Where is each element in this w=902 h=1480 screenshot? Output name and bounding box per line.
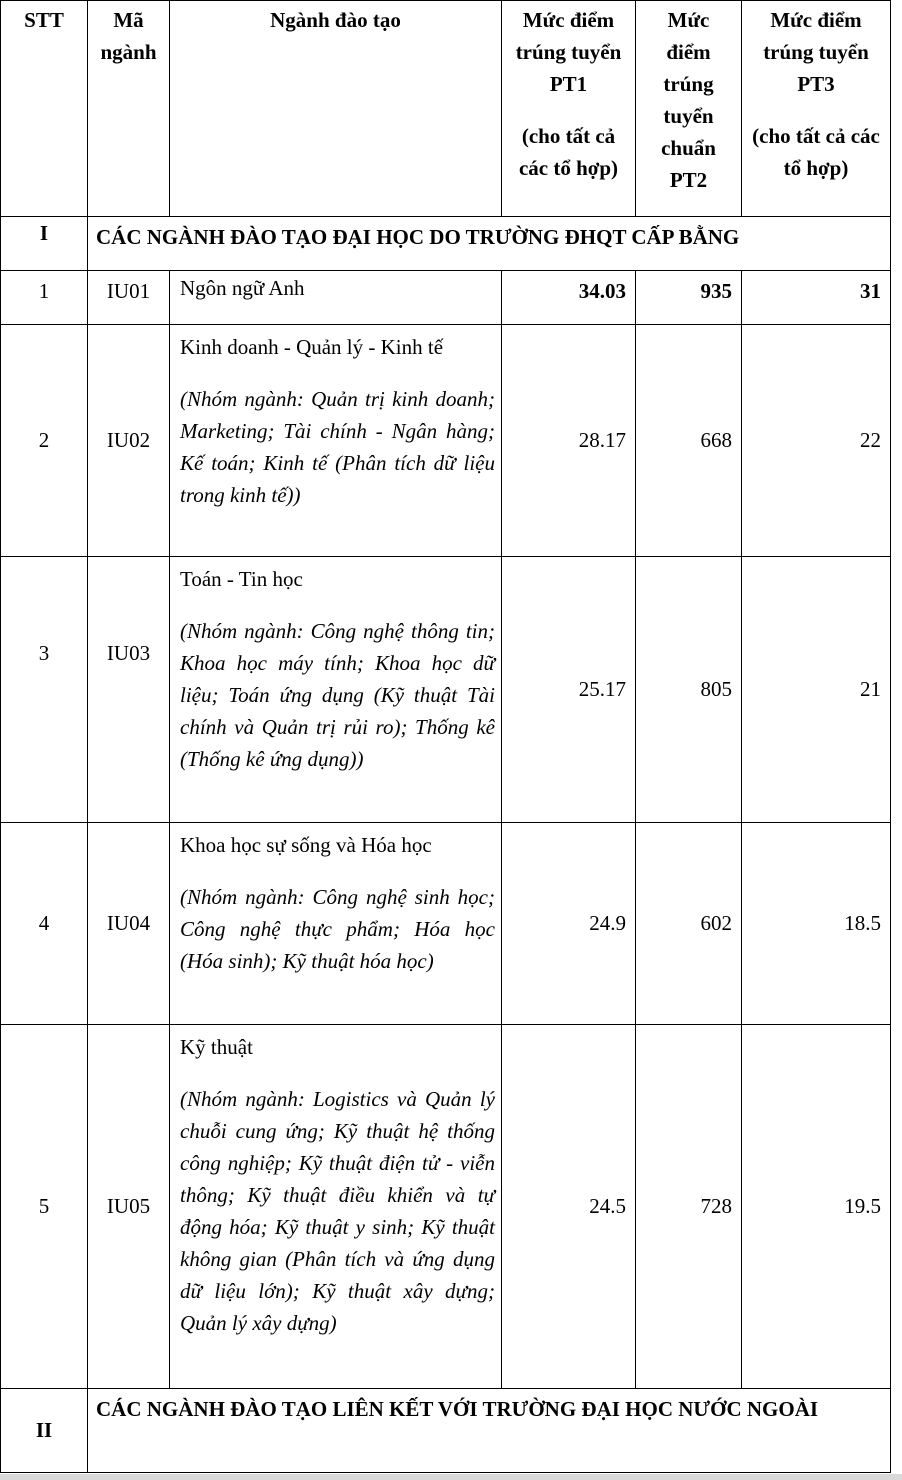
row-3-pt3: 21 <box>742 557 891 823</box>
row-1-program-name: Ngôn ngữ Anh <box>180 276 305 300</box>
row-3-program-desc: (Nhóm ngành: Công nghệ thông tin; Khoa học máy tính; Khoa học dữ liệu; Toán ứng dụng (Kỹ thuật Tài chính và Quản trị rủi ro); Thống kê (Thống kê ứng dụng)) <box>180 619 495 771</box>
row-2-program-name: Kinh doanh - Quản lý - Kinh tế <box>180 335 444 359</box>
header-pt1 <box>502 1 636 217</box>
header-program: Ngành đào tạo <box>170 1 502 217</box>
section-2-stt: II <box>1 1389 88 1473</box>
row-5-program-name: Kỹ thuật <box>180 1035 253 1059</box>
row-1-pt1: 34.03 <box>502 271 636 325</box>
row-4-pt1: 24.9 <box>502 823 636 1025</box>
row-4-program <box>170 823 502 1025</box>
row-4-code: IU04 <box>88 823 170 1025</box>
row-4-program-desc: (Nhóm ngành: Công nghệ sinh học; Công nghệ thực phẩm; Hóa học (Hóa sinh); Kỹ thuật hóa học) <box>180 885 495 973</box>
row-4-pt3: 18.5 <box>742 823 891 1025</box>
row-5-program-desc: (Nhóm ngành: Logistics và Quản lý chuỗi cung ứng; Kỹ thuật hệ thống công nghiệp; Kỹ thuật điện tử - viễn thông; Kỹ thuật điều khiển và tự động hóa; Kỹ thuật y sinh; Kỹ thuật không gian (Phân tích và ứng dụng dữ liệu lớn); Kỹ thuật xây dựng; Quản lý xây dựng) <box>180 1087 495 1335</box>
row-1-pt3: 31 <box>742 271 891 325</box>
section-row-1 <box>1 217 891 271</box>
row-5-pt2: 728 <box>636 1025 742 1389</box>
row-4-pt2: 602 <box>636 823 742 1025</box>
row-5-program <box>170 1025 502 1389</box>
header-pt1-title: Mức điểm trúng tuyển PT1 <box>515 8 622 96</box>
row-2-stt: 2 <box>1 325 88 557</box>
page-bottom-divider <box>0 1474 902 1480</box>
section-1-title: CÁC NGÀNH ĐÀO TẠO ĐẠI HỌC DO TRƯỜNG ĐHQT CẤP BẰNG <box>88 217 891 271</box>
row-4-program-name: Khoa học sự sống và Hóa học <box>180 833 432 857</box>
row-2-pt3: 22 <box>742 325 891 557</box>
row-1-code: IU01 <box>88 271 170 325</box>
row-5-pt1: 24.5 <box>502 1025 636 1389</box>
table-row <box>1 325 891 557</box>
row-5-code: IU05 <box>88 1025 170 1389</box>
row-2-pt2: 668 <box>636 325 742 557</box>
row-3-code: IU03 <box>88 557 170 823</box>
section-1-stt: I <box>1 217 88 271</box>
row-2-program-desc: (Nhóm ngành: Quản trị kinh doanh; Marketing; Tài chính - Ngân hàng; Kế toán; Kinh tế (Phân tích dữ liệu trong kinh tế)) <box>180 387 495 507</box>
header-code: Mã ngành <box>88 1 170 217</box>
row-3-pt1: 25.17 <box>502 557 636 823</box>
row-2-pt1: 28.17 <box>502 325 636 557</box>
header-pt3-note: (cho tất cả các tổ hợp) <box>752 124 880 180</box>
row-5-pt3: 19.5 <box>742 1025 891 1389</box>
row-3-pt2: 805 <box>636 557 742 823</box>
header-stt: STT <box>1 1 88 217</box>
row-1-program <box>170 271 502 325</box>
header-pt3 <box>742 1 891 217</box>
row-3-program <box>170 557 502 823</box>
header-row <box>1 1 891 217</box>
section-row-2 <box>1 1389 891 1473</box>
row-2-program <box>170 325 502 557</box>
row-1-stt: 1 <box>1 271 88 325</box>
row-1-pt2: 935 <box>636 271 742 325</box>
header-pt1-note: (cho tất cả các tổ hợp) <box>518 124 619 180</box>
row-2-code: IU02 <box>88 325 170 557</box>
row-3-stt: 3 <box>1 557 88 823</box>
row-4-stt: 4 <box>1 823 88 1025</box>
header-pt3-title: Mức điểm trúng tuyển PT3 <box>763 8 869 96</box>
row-5-stt: 5 <box>1 1025 88 1389</box>
table-row <box>1 1025 891 1389</box>
row-3-program-name: Toán - Tin học <box>180 567 303 591</box>
table-row <box>1 271 891 325</box>
table-row <box>1 557 891 823</box>
section-2-title: CÁC NGÀNH ĐÀO TẠO LIÊN KẾT VỚI TRƯỜNG ĐẠI HỌC NƯỚC NGOÀI <box>88 1389 891 1473</box>
header-pt2: Mức điểm trúng tuyển chuẩn PT2 <box>636 1 742 217</box>
table-row <box>1 823 891 1025</box>
